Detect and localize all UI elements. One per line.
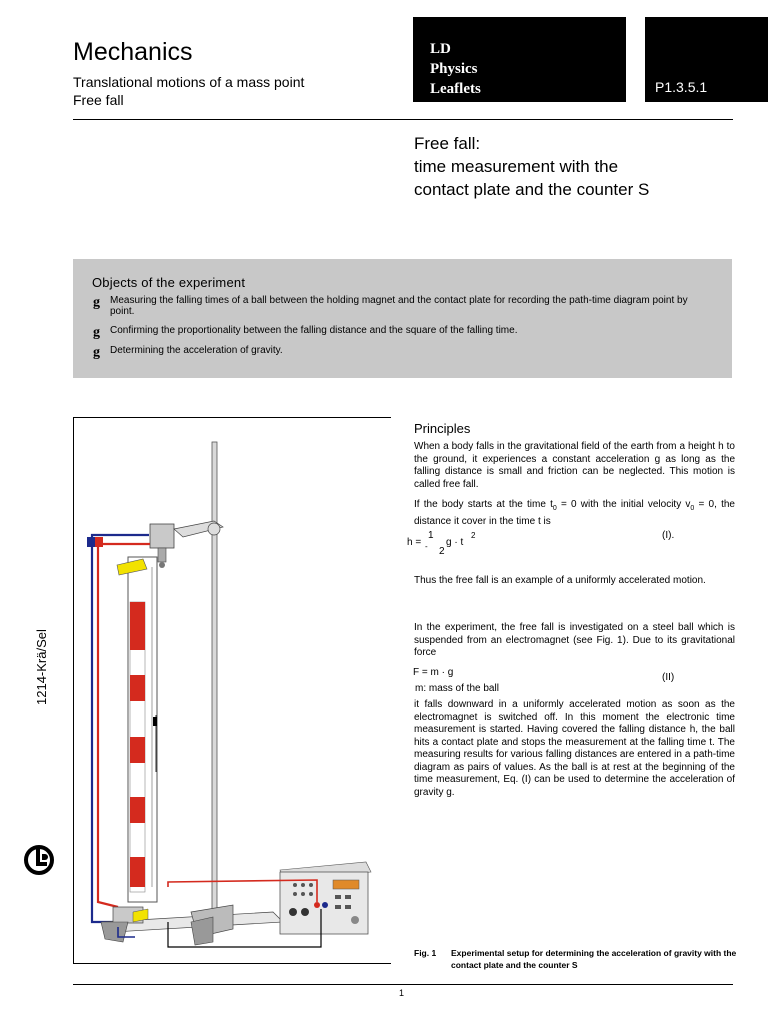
holding-magnet <box>150 524 174 548</box>
publisher-line-2: Physics <box>430 61 478 77</box>
principles-paragraph-1: When a body falls in the gravitational field of the earth from a height h to the ground, it experiences a constant acceleration g as long as the falling distance is small and friction can be neglected. This motion is called free fall. <box>414 441 735 490</box>
figure-caption: Experimental setup for determining the acceleration of gravity with the contact plate and the counter S <box>451 948 737 970</box>
leaflet-code-box <box>645 17 768 102</box>
ld-logo-icon <box>22 843 56 877</box>
equation-1-exponent: 2 <box>471 531 476 540</box>
equation-1-numerator: 1 <box>428 530 434 541</box>
publisher-line-3: Leaflets <box>430 81 481 97</box>
principles-paragraph-2: If the body starts at the time $t_0 = 0$ with the initial velocity $v_0 = 0$, the distance it cover in the time t is <box>414 499 735 527</box>
doc-title-line-3: contact plate and the counter S <box>414 180 650 199</box>
experiment-setup-illustration <box>73 417 391 964</box>
leaflet-code: P1.3.5.1 <box>655 79 708 95</box>
publisher-box <box>413 17 626 102</box>
page-number: 1 <box>399 988 405 998</box>
objective-text: Determining the acceleration of gravity. <box>110 345 283 356</box>
doc-title-line-1: Free fall: <box>414 134 481 153</box>
equation-2: F = m · g <box>413 667 454 678</box>
doc-reference-label: 1214-Krä/Sel <box>34 629 49 705</box>
objective-text: Confirming the proportionality between the falling distance and the square of the falling time. <box>110 325 518 336</box>
objectives-heading: Objects of the experiment <box>92 275 246 290</box>
footer-rule <box>73 984 733 985</box>
counter-display <box>333 880 359 889</box>
equation-1-denominator: 2 <box>439 546 445 557</box>
bullet-icon: g <box>93 295 100 310</box>
principles-paragraph-5: it falls downward in a uniformly accelerated motion as soon as the electromagnet is switched off. In this moment the electronic time measurement is started. Having covered the falling distance h, the ball hits a contact plate and stops the measurement at the falling time t. The measuring results for various falling distances are entered in a path-time diagram as pairs of values. As the ball is at rest at the beginning of the time measurement, Eq. (I) can be used to determine the acceleration of gravity g. <box>414 699 735 798</box>
bullet-icon: g <box>93 345 100 360</box>
equation-1-lhs: h = <box>407 537 422 548</box>
stand-rod <box>212 442 217 917</box>
objectives-box <box>73 259 732 378</box>
principles-heading: Principles <box>414 421 471 436</box>
objective-text: Measuring the falling times of a ball between the holding magnet and the contact plate for recording the path-time diagram point by point. <box>110 295 688 317</box>
header-rule <box>73 119 733 120</box>
bullet-icon: g <box>93 325 100 340</box>
subtitle-topic: Translational motions of a mass point <box>73 74 305 90</box>
doc-title-line-2: time measurement with the <box>414 157 619 176</box>
equation-1-label: (I). <box>662 530 675 541</box>
principles-paragraph-4: In the experiment, the free fall is investigated on a steel ball which is suspended from an electromagnet (see Fig. 1). Due to its gravitational force <box>414 622 735 658</box>
fraction-bar: - <box>425 542 428 551</box>
principles-paragraph-3: Thus the free fall is an example of a uniformly accelerated motion. <box>414 575 706 586</box>
equation-1-rhs: g · t <box>446 537 464 548</box>
subtitle-subtopic: Free fall <box>73 92 124 108</box>
equation-2-note: m: mass of the ball <box>415 683 499 694</box>
figure-label: Fig. 1 <box>414 948 437 958</box>
publisher-line-1: LD <box>430 41 451 57</box>
category-title: Mechanics <box>73 38 193 66</box>
equation-2-label: (II) <box>662 672 675 683</box>
